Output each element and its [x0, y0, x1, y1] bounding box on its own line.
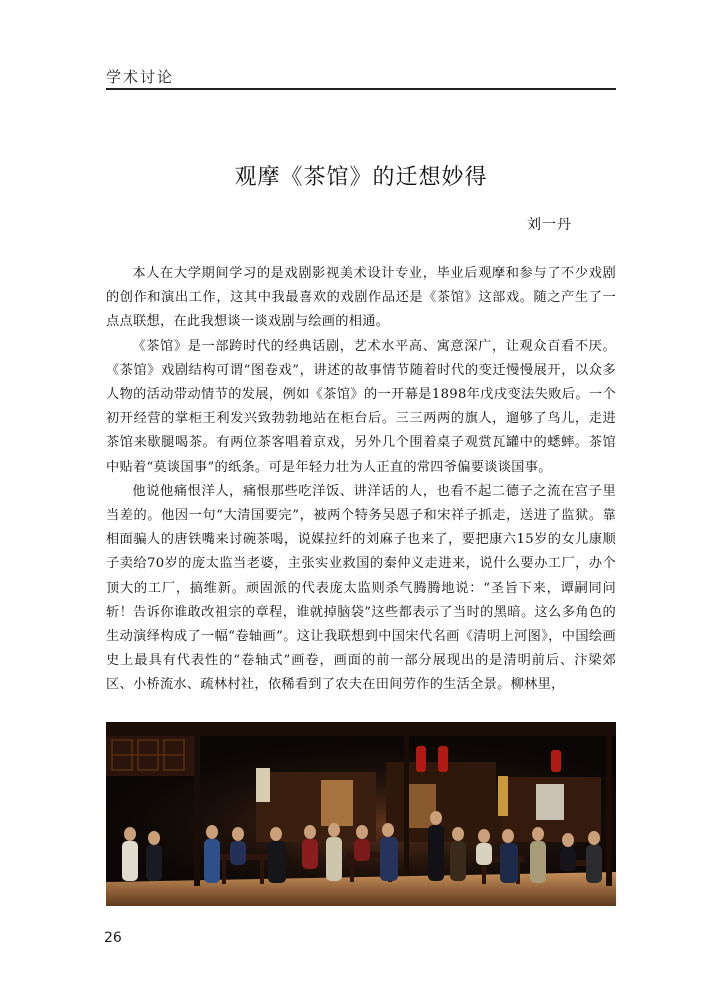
- teahouse-stage-photo: [106, 722, 616, 906]
- header-rule: [106, 88, 616, 90]
- article-body: [106, 262, 616, 698]
- page-number: 26: [104, 930, 122, 946]
- paragraph-3: 他说他痛恨洋人，痛恨那些吃洋饭、讲洋话的人，也看不起二德子之流在宫子里当差的。他因一句“大清国要完”，被两个特务吴恩子和宋祥子抓走，送进了监狱。靠相面骗人的唐铁嘴来讨碗茶喝，说媒拉纤的刘麻子也来了，要把康六15岁的女儿康顺子卖给70岁的庞太监当老婆，主张实业救国的秦仲义走进来，说什么要办工厂，办个顶大的工厂，搞维新。顽固派的代表庞太监则杀气腾腾地说：“圣旨下来，谭嗣同问斩！告诉你谁敢改祖宗的章程，谁就掉脑袋”这些都表示了当时的黑暗。这么多角色的生动演绎构成了一幅“卷轴画”。这让我联想到中国宋代名画《清明上河图》，中国绘画史上最具有代表性的“卷轴式”画卷，画面的前一部分展现出的是清明前后、汴梁郊区、小桥流水、疏林村社，依稀看到了农夫在田间劳作的生活全景。柳林里，: [106, 483, 616, 693]
- article-title: 观摩《茶馆》的迁想妙得: [234, 165, 488, 190]
- author-name: 刘一丹: [527, 217, 572, 233]
- section-label: 学术讨论: [106, 68, 175, 86]
- paragraph-2: 《茶馆》是一部跨时代的经典话剧，艺术水平高、寓意深广，让观众百看不厌。《茶馆》戏剧结构可谓“图卷戏”，讲述的故事情节随着时代的变迁慢慢展开，以众多人物的活动带动情节的发展，例如《茶馆》的一开幕是1898年戊戌变法失败后。一个初开经营的掌柜王利发兴致勃勃地站在柜台后。三三两两的旗人，遛够了鸟儿，走进茶馆来歇腿喝茶。有两位茶客唱着京戏，另外几个围着桌子观赏瓦罐中的蟋蟀。茶馆中贴着“莫谈国事”的纸条。可是年轻力壮为人正直的常四爷偏要谈谈国事。: [106, 338, 616, 475]
- paragraph-1: 本人在大学期间学习的是戏剧影视美术设计专业，毕业后观摩和参与了不少戏剧的创作和演出工作，这其中我最喜欢的戏剧作品还是《茶馆》这部戏。随之产生了一点点联想，在此我想谈一谈戏剧与绘画的相通。: [106, 266, 616, 330]
- stage-scene-illustration: [106, 722, 616, 906]
